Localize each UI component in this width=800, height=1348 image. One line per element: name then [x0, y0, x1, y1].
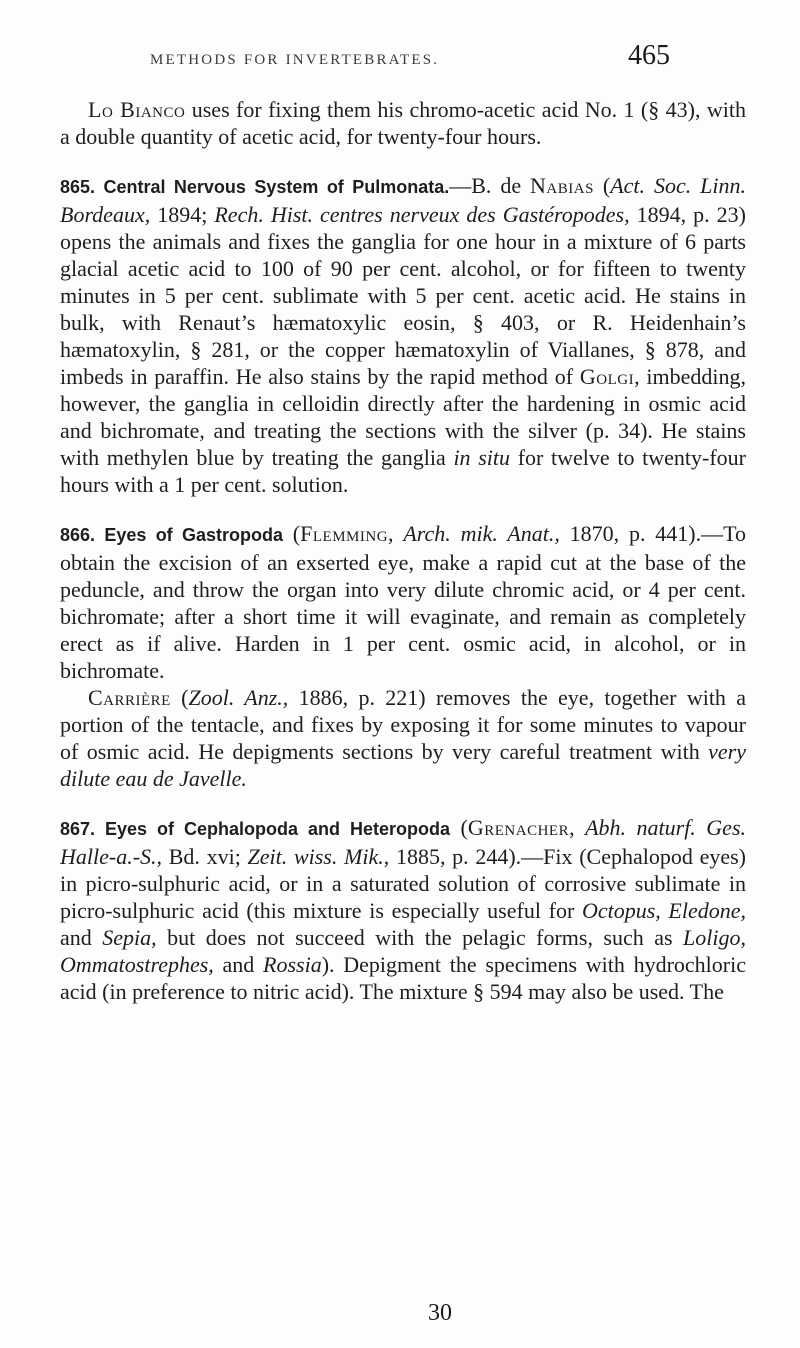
body-text [60, 96, 746, 1005]
section-heading: 865. Central Nervous System of Pulmonata. [60, 177, 450, 197]
paragraph-text: uses for fixing them his chromo-acetic acid No. 1 (§ 43), with a double quantity of acetic acid, for twenty-four hours. [60, 97, 746, 149]
page-number: 465 [628, 40, 670, 71]
author-name: Flemming [300, 521, 389, 546]
author-name: Carrière [88, 685, 171, 710]
italic-phrase: very dilute eau de Javelle. [60, 739, 746, 791]
genus-name: Octopus, Eledone, [581, 898, 747, 923]
author-name: Lo Bianco [88, 97, 186, 122]
signature-mark: 30 [428, 1300, 452, 1326]
section-heading: 866. Eyes of Gastropoda [60, 525, 283, 545]
citation: Abh. naturf. Ges. Halle-a.-S., [60, 815, 747, 869]
citation: Zeit. wiss. Mik., [247, 844, 390, 869]
section-867: 867. Eyes of Cephalopoda and Heteropoda (Grenacher, Abh. naturf. Ges. Halle-a.-S., Bd. xvi; Zeit. wiss. Mik., 1885, p. 244).—Fix (Cephalopod eyes) in picro-sulphuric acid, or in a saturated solution of corrosive sublimate in picro-sulphuric acid (this mixture is especially useful for Octopus, Eledone, and Sepia, but does not succeed with the pelagic forms, such as Loligo, Ommatostrephes, and Rossia). Depigment the specimens with hydrochloric acid (in preference to nitric acid). The mixture § 594 may also be used. The [60, 815, 747, 1004]
author-name: Grenacher [467, 815, 570, 840]
running-head [150, 40, 670, 82]
author-name: Nabias [530, 173, 594, 198]
genus-name: Rossia [263, 952, 322, 977]
paragraph-lo-bianco [60, 96, 746, 150]
citation: Arch. mik. Anat., [403, 521, 560, 546]
citation: Act. Soc. Linn. Bordeaux, [60, 173, 746, 227]
section-865: 865. Central Nervous System of Pulmonata.—B. de Nabias (Act. Soc. Linn. Bordeaux, 1894; Rech. Hist. centres nerveux des Gastéropodes, 1894, p. 23) opens the animals and fixes the ganglia for one hour in a mixture of 6 parts glacial acetic acid to 100 of 90 per cent. alcohol, or for fifteen to twenty minutes in 5 per cent. sublimate with 5 per cent. acetic acid. He stains in bulk, with Renaut’s hæmatoxylic eosin, § 403, or R. Heidenhain’s hæmatoxylin, § 281, or the copper hæmatoxylin of Viallanes, § 878, and imbeds in paraffin. He also stains by the rapid method of Golgi, imbedding, however, the ganglia in celloidin directly after the hardening in osmic acid and bichromate, and treating the sections with the silver (p. 34). He stains with methylen blue by treating the ganglia in situ for twelve to twenty-four hours with a 1 per cent. solution. [60, 173, 747, 497]
citation: Zool. Anz., [188, 685, 289, 710]
section-heading: 867. Eyes of Cephalopoda and Heteropoda [60, 819, 451, 839]
citation: Rech. Hist. centres nerveux des Gastéropodes, [214, 202, 630, 227]
running-title: METHODS FOR INVERTEBRATES. [150, 52, 440, 68]
latin-phrase: in situ [453, 445, 511, 470]
section-866: 866. Eyes of Gastropoda (Flemming, Arch. mik. Anat., 1870, p. 441).—To obtain the excision of an exserted eye, make a rapid cut at the base of the peduncle, and throw the organ into very dilute chromic acid, or 4 per cent. bichromate; after a short time it will evaginate, and remain as completely erect as if alive. Harden in 1 per cent. osmic acid, in alcohol, or in bichromate. [60, 521, 746, 683]
author-name: Golgi [579, 364, 635, 389]
genus-name: Loligo, Ommatostrephes, [60, 925, 746, 977]
genus-name: Sepia, [102, 925, 157, 950]
paragraph-carriere: Carrière (Zool. Anz., 1886, p. 221) removes the eye, together with a portion of the tentacle, and fixes by exposing it for some minutes to vapour of osmic acid. He depigments sections by very careful treatment with very dilute eau de Javelle. [60, 685, 747, 791]
